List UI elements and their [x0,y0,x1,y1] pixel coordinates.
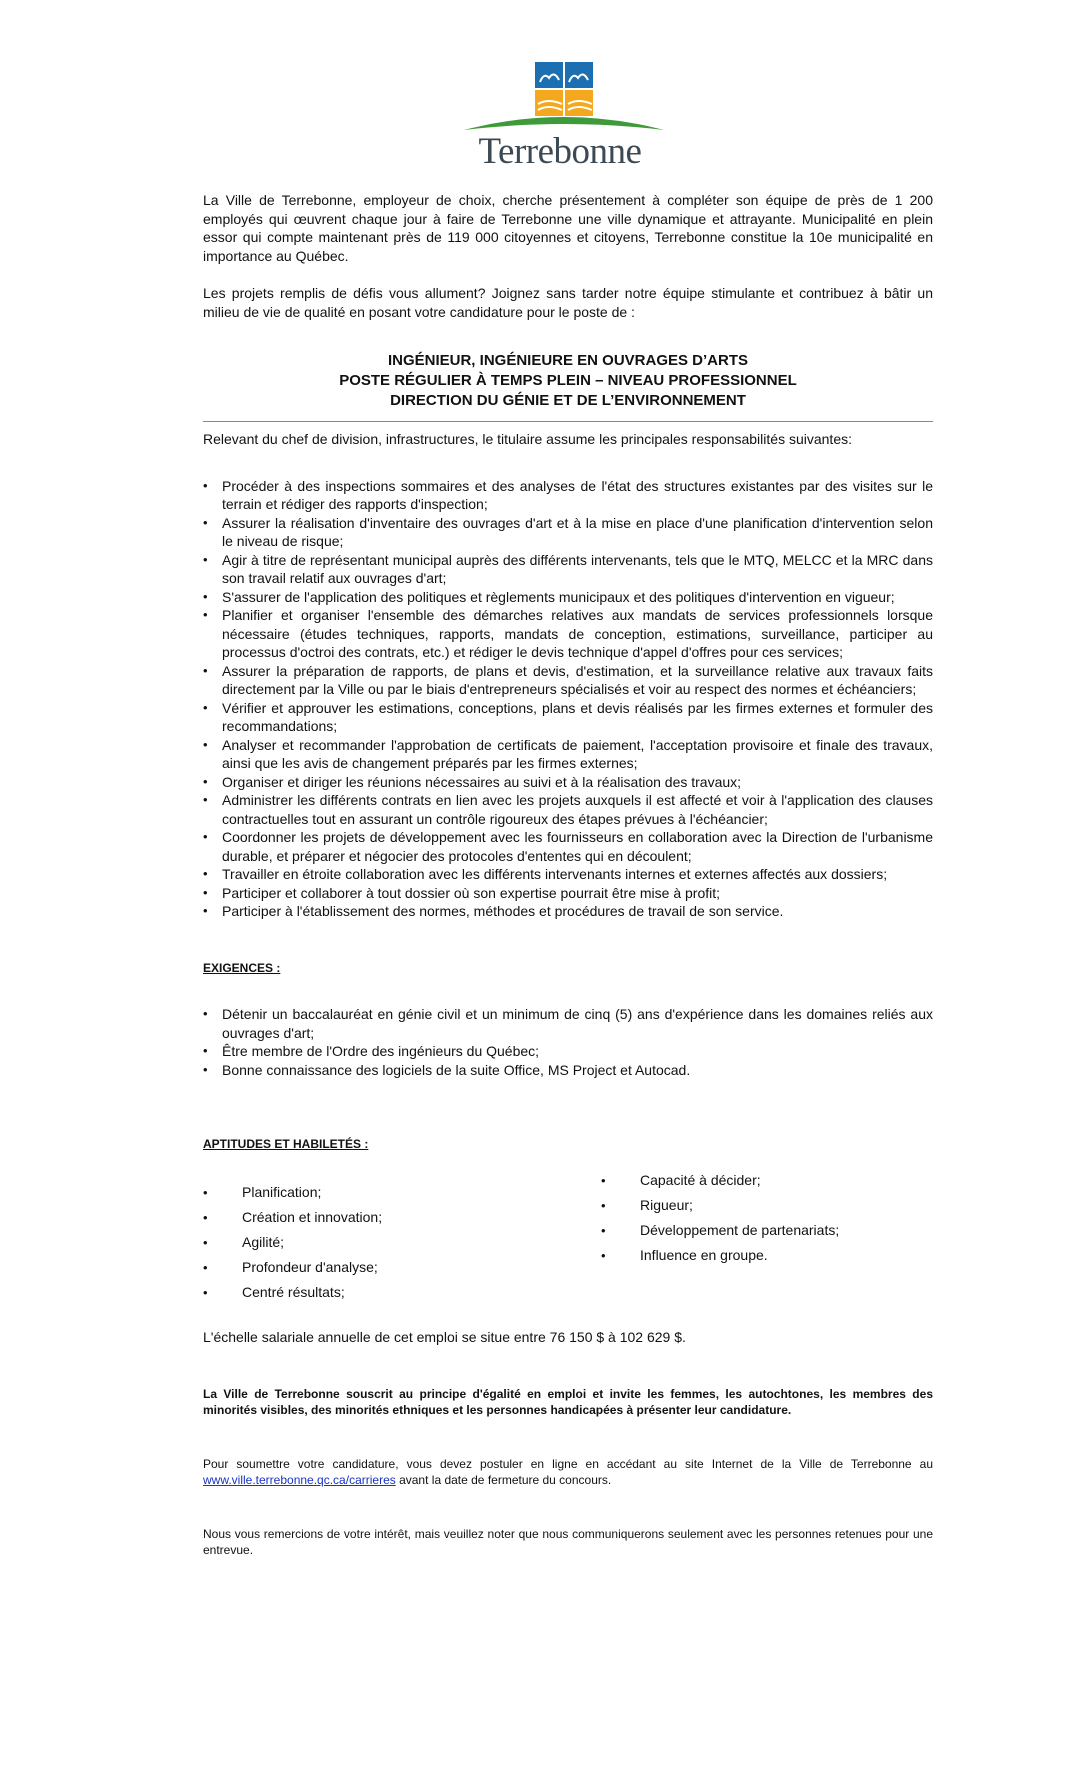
responsibilities-intro: Relevant du chef de division, infrastructures, le titulaire assume les principales responsabilités suivantes: [203,431,852,447]
logo-wordmark: Terrebonne [478,131,642,172]
aptitudes-columns [203,1168,933,1300]
list-item: • Être membre de l'Ordre des ingénieurs du Québec; [203,1042,933,1061]
list-item: • Développement de partenariats; [601,1218,839,1243]
list-item: • Organiser et diriger les réunions nécessaires au suivi et à la réalisation des travaux; [203,773,933,792]
requirements-heading: EXIGENCES : [203,960,281,975]
invitation-paragraph: Les projets remplis de défis vous allument? Joignez sans tarder notre équipe stimulante et contribuez à bâtir un milieu de vie de qualité en posant votre candidature pour le poste de : [203,285,933,320]
job-status: POSTE RÉGULIER À TEMPS PLEIN – NIVEAU PROFESSIONNEL [339,372,797,389]
list-item: • Rigueur; [601,1193,839,1218]
application-text-after: avant la date de fermeture du concours. [395,1473,612,1487]
list-item: • Assurer la réalisation d'inventaire des ouvrages d'art et à la mise en place d'une planification d'intervention selon le niveau de risque; [203,514,933,551]
list-item: • Planification; [203,1180,382,1205]
thanks-text: Nous vous remercions de votre intérêt, mais veuillez noter que nous communiquerons seulement avec les personnes retenues pour une entrevue. [203,1527,933,1557]
list-item: • Assurer la préparation de rapports, de plans et devis, d'estimation, et la surveillance relative aux travaux faits directement par la Ville ou par le biais d'entrepreneurs spécialisés et voir au respect des normes et échéanciers; [203,662,933,699]
list-item: • Analyser et recommander l'approbation de certificats de paiement, l'acceptation provisoire et finale des travaux, ainsi que les avis de changement préparés par les firmes externes; [203,736,933,773]
list-item: • Création et innovation; [203,1205,382,1230]
list-item: • Bonne connaissance des logiciels de la suite Office, MS Project et Autocad. [203,1061,933,1080]
aptitudes-right-list [601,1168,839,1268]
main-content [203,191,933,1558]
careers-link[interactable]: www.ville.terrebonne.qc.ca/carrieres [203,1473,396,1487]
application-text [203,1456,933,1488]
job-department: DIRECTION DU GÉNIE ET DE L’ENVIRONNEMENT [390,392,746,409]
list-item: • Participer à l'établissement des normes, méthodes et procédures de travail de son service. [203,902,933,921]
responsibilities-list [203,477,933,921]
divider [203,421,933,422]
intro-paragraph: La Ville de Terrebonne, employeur de choix, cherche présentement à compléter son équipe de près de 1 200 employés qui œuvrent chaque jour à faire de Terrebonne une ville dynamique et attrayante. Municipalité en plein essor qui compte maintenant près de 119 000 citoyennes et citoyens, Terrebonne constitue la 10e municipalité en importance au Québec. [203,192,933,264]
list-item: • Profondeur d'analyse; [203,1255,382,1280]
equal-opportunity-text: La Ville de Terrebonne souscrit au principe d'égalité en emploi et invite les femmes, les autochtones, les membres des minorités visibles, des minorités ethniques et les personnes handicapées à présenter leur candidature. [203,1387,933,1417]
job-title: INGÉNIEUR, INGÉNIEURE EN OUVRAGES D’ARTS [387,352,749,369]
list-item: • Procéder à des inspections sommaires et des analyses de l'état des structures existantes par des visites sur le terrain et rédiger des rapports d'inspection; [203,477,933,514]
application-text-before: Pour soumettre votre candidature, vous devez postuler en ligne en accédant au site Internet de la Ville de Terrebonne au [203,1457,933,1471]
aptitudes-left-list [203,1180,382,1305]
list-item: • Administrer les différents contrats en lien avec les projets auxquels il est affecté et voir à l'application des clauses contractuelles tout en assurant un contrôle rigoureux des étapes prévues à l'échéancier; [203,791,933,828]
list-item: • Vérifier et approuver les estimations, conceptions, plans et devis réalisés par les firmes externes et formuler des recommandations; [203,699,933,736]
requirements-list [203,1005,933,1079]
list-item: • Agilité; [203,1230,382,1255]
list-item: • Travailler en étroite collaboration avec les différents intervenants internes et externes affectés aux dossiers; [203,865,933,884]
list-item: • Capacité à décider; [601,1168,839,1193]
list-item: • Détenir un baccalauréat en génie civil et un minimum de cinq (5) ans d'expérience dans les domaines reliés aux ouvrages d'art; [203,1005,933,1042]
list-item: • Planifier et organiser l'ensemble des démarches relatives aux mandats de services professionnels lorsque nécessaire (études techniques, rapports, mandats de conception, estimations, surveillance, participer au processus d'octroi des contrats, etc.) et rédiger le devis technique d'appel d'offres pour ces services; [203,606,933,662]
list-item: • Agir à titre de représentant municipal auprès des différents intervenants, tels que le MTQ, MELCC et la MRC dans son travail relatif aux ouvrages d'art; [203,551,933,588]
list-item: • Influence en groupe. [601,1243,839,1268]
job-title-block [203,351,933,411]
list-item: • Participer et collaborer à tout dossier où son expertise pourrait être mise à profit; [203,884,933,903]
list-item: • S'assurer de l'application des politiques et règlements municipaux et des politiques d'intervention en vigueur; [203,588,933,607]
list-item: • Centré résultats; [203,1280,382,1305]
salary-text: L'échelle salariale annuelle de cet emploi se situe entre 76 150 $ à 102 629 $. [203,1328,686,1345]
aptitudes-heading: APTITUDES ET HABILETÉS : [203,1137,369,1151]
list-item: • Coordonner les projets de développement avec les fournisseurs en collaboration avec la Direction de l'urbanisme durable, et préparer et négocier des protocoles d'ententes qui en découlent; [203,828,933,865]
